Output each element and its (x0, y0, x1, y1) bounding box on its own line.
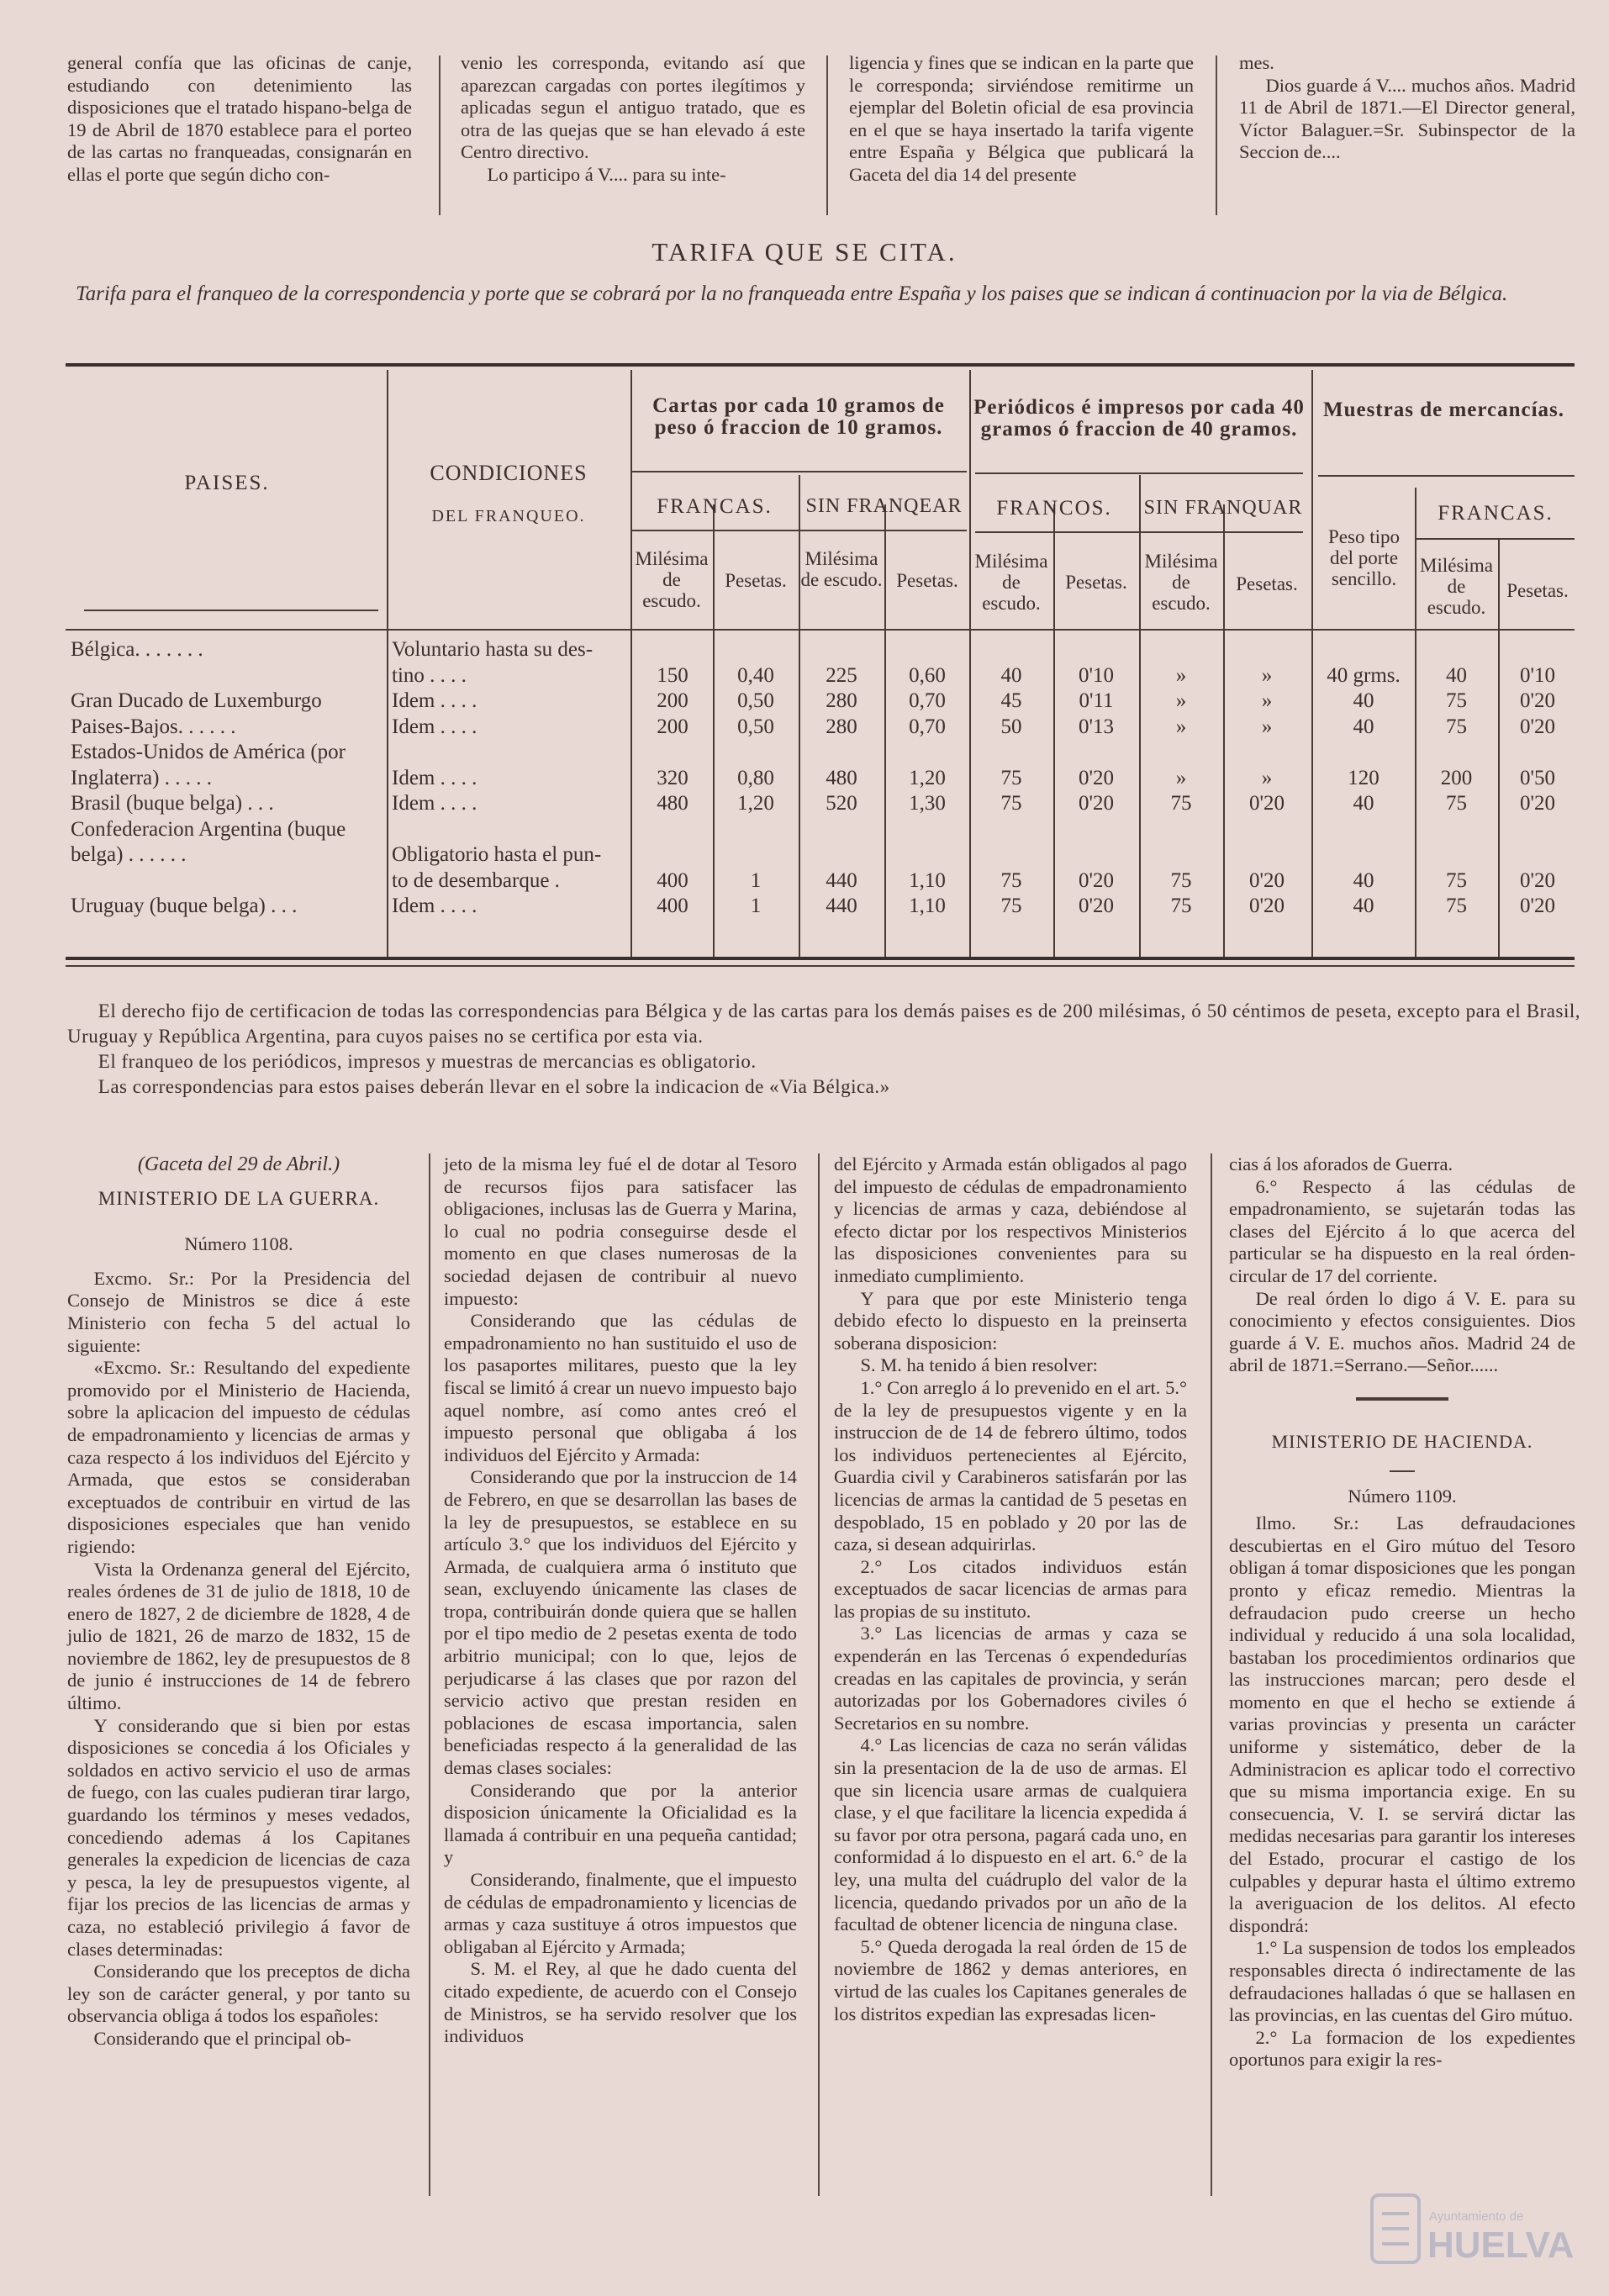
tariff-cell: 75 (1446, 868, 1467, 892)
country-name: Confederacion Argentina (buque (71, 817, 346, 841)
tariff-cell: 0'20 (1519, 792, 1555, 815)
tariff-cell: 75 (1170, 792, 1192, 815)
column-divider (429, 1153, 430, 2196)
text-paragraph: Y para que por este Ministerio tenga debido efecto lo dispuesto en la preinserta soberana disposicion: (834, 1287, 1187, 1354)
note-paragraph: El franqueo de los periódicos, impresos y muestras de mercancias es obligatorio. (98, 1051, 757, 1072)
header-cartas: Cartas por cada 10 gramos de peso ó fraccion de 10 gramos. (652, 394, 945, 439)
tariff-cell: 40 grms. (1327, 663, 1401, 687)
text-paragraph: Considerando que el principal ob- (93, 2027, 351, 2049)
tariff-cell: » (1175, 715, 1187, 738)
tariff-cell: 0'50 (1519, 766, 1555, 789)
tariff-cell: 0'20 (1519, 895, 1555, 917)
guerra-column-3 (834, 1153, 1187, 2025)
header-milesima: Milésima de escudo. (974, 551, 1048, 614)
header-condiciones: CONDICIONES (430, 461, 588, 485)
guerra-paragraphs-4 (1229, 1153, 1575, 1377)
franqueo-condition: Obligatorio hasta el pun- (392, 843, 602, 866)
header-milesima: Milésima de escudo. (1144, 551, 1218, 614)
top-column-2 (461, 52, 805, 187)
text-paragraph: S. M. ha tenido á bien resolver: (860, 1354, 1098, 1376)
header-francas: FRANCAS. (657, 495, 773, 518)
guerra-paragraphs-1 (67, 1268, 410, 2051)
column-divider (1211, 1153, 1212, 2196)
text-paragraph: cias á los aforados de Guerra. (1229, 1153, 1453, 1174)
tariff-cell: » (1261, 663, 1273, 687)
header-francos: FRANCOS. (996, 497, 1112, 520)
header-milesima: Milésima de escudo. (800, 548, 883, 590)
tariff-cell: 200 (657, 689, 688, 712)
country-name: Inglaterra) . . . . . (71, 766, 212, 789)
text-paragraph: Vista la Ordenanza general del Ejército, reales órdenes de 31 de julio de 1818, 10 de enero de 1827, 2 de diciembre de 1828, 4 de julio de 1821, 26 de marzo de 1832, 15 de noviembre de 1862, ley de presupuestos de 8 de junio é instrucciones de 14 de febrero último. (67, 1558, 410, 1714)
tariff-cell: 440 (826, 895, 857, 917)
guerra-paragraphs-2 (444, 1153, 797, 2048)
country-name: Paises-Bajos. . . . . . (71, 715, 236, 738)
tariff-cell: 200 (657, 715, 688, 738)
text-paragraph: del Ejército y Armada están obligados al pago del impuesto de cédulas de empadronamiento y licencias de armas y caza, debiéndose al efecto dictar por los respectivos Ministerios las disposiciones convenientes para su inmediato cumplimiento. (834, 1153, 1187, 1286)
header-periodicos: Periódicos é impresos por cada 40 gramos ó fraccion de 40 gramos. (973, 396, 1305, 441)
tariff-cell: 200 (1440, 766, 1473, 789)
franqueo-condition: to de desembarque . (392, 868, 560, 892)
franqueo-condition: Voluntario hasta su des- (392, 638, 593, 661)
tariff-cell: 50 (1000, 715, 1022, 738)
tariff-cell: 1,30 (909, 792, 946, 815)
text-paragraph: venio les corresponda, evitando así que aparezcan cargadas con portes ilegítimos y aplicadas segun el antiguo tratado, que es otra de las quejas que se han elevado á este Centro directivo. (461, 52, 805, 163)
table-bottom-rule-2 (66, 965, 1575, 967)
tariff-cell: 40 (1446, 663, 1467, 687)
country-name: belga) . . . . . . (71, 843, 187, 866)
tariff-cell: 40 (1353, 895, 1374, 917)
tariff-cell: 40 (1353, 689, 1374, 712)
text-paragraph: Considerando que los preceptos de dicha ley son de carácter general, y por tanto su observancia obliga á todos los españoles: (67, 1961, 410, 2027)
column-divider (818, 1153, 820, 2196)
text-paragraph: Ilmo. Sr.: Las defraudaciones descubiertas en el Giro mútuo del Tesoro obligan á tomar disposiciones que les pongan pronto y eficaz remedio. Mientras la defraudacion pudo creerse un hecho individual y reducido á una sola localidad, bastaban los procedimientos ordinarios que las instrucciones marcan; pero desde el momento en que el hecho se extiende á varias provincias y presenta un carácter uniforme y sistemático, deber de la Administracion es aplicar todo el correctivo que su misma importancia exige. En su consecuencia, V. I. se servirá dictar las medidas necesarias para garantir los intereses del Estado, procurar el castigo de los culpables y depurar hasta el último extremo la averiguacion de los delitos. Al efecto dispondrá: (1229, 1512, 1575, 1936)
tariff-cell: 40 (1353, 715, 1374, 738)
column-divider (1216, 55, 1217, 215)
text-paragraph: jeto de la misma ley fué el de dotar al Tesoro de recursos fijos para satisfacer las obligaciones, inclusas las de Guerra y Marina, lo cual no podria conseguirse desde el momento en que clases numerosas de la sociedad dejasen de contribuir al nuevo impuesto: (444, 1153, 797, 1309)
header-milesima: Milésima de escudo. (635, 548, 709, 611)
paises-under-rule (84, 610, 378, 611)
sub-rule (1415, 538, 1575, 540)
text-paragraph: 1.° Con arreglo á lo prevenido en el art. 5.° de la ley de presupuestos vigente y en la instruccion de de 14 de febrero último, todos los individuos pertenecientes al Ejército, Guardia civil y Carabineros satisfarán por las licencias de armas la cantidad de 5 pesetas en despoblado, 15 en poblado y 20 por las de caza, si desean adquirirlas. (834, 1376, 1187, 1555)
tariff-cell: 520 (826, 792, 857, 815)
tariff-cell: 1,10 (909, 895, 946, 917)
title-dash (1390, 1470, 1415, 1472)
muestras-group-rule (1318, 475, 1575, 477)
tariff-cell: 0'20 (1078, 895, 1114, 917)
tariff-cell: 75 (1170, 895, 1192, 917)
text-paragraph: Dios guarde á V.... muchos años. Madrid 11 de Abril de 1871.—El Director general, Víctor Balaguer.=Sr. Subinspector de la Seccion de.... (1239, 74, 1575, 163)
tariff-cell: 480 (657, 792, 688, 815)
tariff-cell: 75 (1446, 715, 1467, 738)
text-paragraph: 2.° La formacion de los expedientes oportunos para exigir la res- (1229, 2026, 1575, 2071)
tariff-cell: » (1261, 715, 1273, 738)
tariff-cell: » (1175, 689, 1187, 712)
header-pesetas: Pesetas. (725, 570, 787, 591)
tariff-cell: 75 (1000, 895, 1022, 917)
table-top-rule (66, 363, 1575, 367)
tariff-cell: 0'20 (1248, 868, 1285, 892)
country-name: Estados-Unidos de América (por (71, 741, 346, 763)
header-pesetas: Pesetas. (1506, 580, 1569, 601)
text-paragraph: De real órden lo digo á V. E. para su conocimiento y efectos consiguientes. Dios guarde á V. E. muchos años. Madrid 24 de abril de 1871.=Serrano.—Señor...... (1229, 1287, 1575, 1376)
tariff-cell: 40 (1000, 663, 1022, 687)
right-column (1229, 1153, 1575, 2072)
franqueo-condition: Idem . . . . (392, 766, 477, 789)
tariff-cell: 1,10 (909, 868, 946, 892)
period-group-rule (975, 472, 1303, 474)
text-paragraph: 3.° Las licencias de armas y caza se expenderán en las Tercenas ó expendedurías creadas en las capitales de provincia, y serán autorizadas por los Gobernadores civiles ó Secretarios en su nombre. (834, 1623, 1187, 1734)
tariff-cell: » (1261, 766, 1273, 789)
top-column-1 (67, 52, 412, 187)
text-paragraph: Considerando que por la anterior disposicion únicamente la Oficialidad es la llamada á contribuir en una pequeña cantidad; y (444, 1779, 797, 1868)
header-paises: PAISES. (184, 472, 270, 494)
tariff-subtitle: Tarifa para el franqueo de la correspondencia y porte que se cobrará por la no franqueada entre España y los paises que se indican á continuacion por la via de Bélgica. (76, 282, 1508, 305)
top-column-3 (849, 52, 1194, 187)
tariff-cell: 225 (826, 663, 857, 687)
text-paragraph: Considerando que por la instruccion de 14 de Febrero, en que se desarrollan las bases de la ley de presupuestos, se establece en su artículo 3.° que los individuos del Ejército y Armada, de cualquiera arma ó instituto que sean, excluyendo únicamente las clases de tropa, contribuirán donde quiera que se hallen por el tipo medio de 2 pesetas exenta de todo arbitrio municipal; con lo que, lejos de perjudicarse á las clases que por razon del servicio activo que prestan residen en poblaciones de escasa importancia, salen beneficiadas respecto á la generalidad de las demas clases sociales: (444, 1466, 797, 1779)
tariff-cell: 120 (1348, 766, 1380, 789)
country-name: Uruguay (buque belga) . . . (71, 895, 298, 917)
column-divider (826, 55, 828, 215)
tariff-cell: 1 (750, 868, 762, 892)
tariff-cell: 1 (750, 895, 762, 917)
text-paragraph: Considerando que las cédulas de empadronamiento no han sustituido el uso de los pasaportes militares, puesto que la ley fiscal se limitó á crear un nuevo impuesto bajo aquel nombre, así como antes creó el impuesto personal que obligaba á los individuos del Ejército y Armada: (444, 1310, 797, 1465)
tariff-cell: 280 (826, 715, 857, 738)
tariff-cell: 0'20 (1519, 689, 1555, 712)
tariff-cell: 75 (1000, 792, 1022, 815)
top-column-4 (1239, 52, 1575, 164)
text-paragraph: general confía que las oficinas de canje, estudiando con detenimiento las disposiciones que el tratado hispano-belga de 19 de Abril de 1870 establece para el porteo de las cartas no franqueadas, consignarán en ellas el porte que según dicho con- (67, 52, 412, 185)
tariff-cell: 480 (826, 766, 857, 789)
tariff-cell: 0,70 (909, 689, 946, 712)
country-name: Gran Ducado de Luxemburgo (71, 689, 322, 712)
tariff-cell: 0'13 (1078, 715, 1114, 738)
text-paragraph: Y considerando que si bien por estas disposiciones se concedia á los Oficiales y soldados en activo servicio el uso de armas de fuego, con las cuales pudieran tirar largo, guardando los términos y meses vedados, concediendo ademas á los Capitanes generales la expedicion de licencias de caza y pesca, la ley de presupuestos vigente, al fijar los precios de las licencias de armas y caza, no estableció privilegio á favor de clases determinadas: (67, 1714, 410, 1960)
header-pesetas: Pesetas. (1065, 572, 1127, 593)
header-sin-franquar: SIN FRANQUAR (1143, 497, 1303, 519)
hacienda-paragraphs (1229, 1512, 1575, 2072)
header-pesetas: Pesetas. (1236, 573, 1298, 594)
tariff-cell: 0'10 (1519, 663, 1555, 687)
tariff-cell: 0'20 (1519, 868, 1555, 892)
tariff-cell: 400 (657, 895, 688, 917)
header-sin-franquear: SIN FRANQEAR (805, 495, 963, 517)
guerra-column-1 (67, 1153, 410, 2051)
gaceta-date: (Gaceta del 29 de Abril.) (137, 1153, 340, 1175)
note-paragraph: Las correspondencias para estos paises deberán llevar en el sobre la indicacion de «Via Bélgica.» (98, 1076, 890, 1097)
numero-1109: Número 1109. (1348, 1485, 1457, 1507)
tariff-cell: 0'11 (1079, 689, 1114, 712)
header-peso-tipo: Peso tipo del porte sencillo. (1328, 526, 1400, 589)
tariff-cell: » (1175, 766, 1187, 789)
column-divider (439, 55, 440, 215)
ministerio-hacienda-title: MINISTERIO DE HACIENDA. (1271, 1430, 1533, 1452)
tariff-notes (67, 999, 1580, 1100)
ministerio-guerra-title: MINISTERIO DE LA GUERRA. (98, 1187, 380, 1209)
tariff-cell: 0,40 (737, 663, 774, 687)
guerra-paragraphs-3 (834, 1153, 1187, 2025)
tariff-cell: 0'20 (1248, 792, 1285, 815)
text-paragraph: 6.° Respecto á las cédulas de empadronamiento, se sujetarán todas las clases del Ejército á lo que acerca del particular se ha dispuesto en la real órden-circular de 17 del corriente. (1229, 1175, 1575, 1286)
header-del-franqueo: DEL FRANQUEO. (431, 507, 586, 525)
franqueo-condition: Idem . . . . (392, 715, 477, 738)
tariff-cell: 0'20 (1078, 792, 1114, 815)
franqueo-condition: Idem . . . . (392, 792, 477, 815)
franqueo-condition: tino . . . . (392, 663, 467, 687)
tariff-cell: 75 (1000, 766, 1022, 789)
tariff-cell: 0,80 (737, 766, 774, 789)
tariff-cell: 150 (657, 663, 688, 687)
svg-text:HUELVA: HUELVA (1427, 2225, 1575, 2266)
text-paragraph: Considerando, finalmente, que el impuesto de cédulas de empadronamiento y licencias de armas y caza sustituye á otros impuestos que obligaban al Ejército y Armada; (444, 1869, 797, 1957)
guerra-column-2 (444, 1153, 797, 2048)
tariff-cell: 0,60 (909, 663, 946, 687)
tariff-cell: 0'20 (1078, 868, 1114, 892)
header-pesetas: Pesetas. (896, 570, 958, 591)
franqueo-condition: Idem . . . . (392, 895, 477, 917)
numero-1108: Número 1108. (184, 1233, 293, 1255)
tariff-cell: 0,70 (909, 715, 946, 738)
tariff-cell: 75 (1000, 868, 1022, 892)
text-paragraph: Lo participo á V.... para su inte- (487, 163, 726, 185)
tariff-cell: 75 (1446, 792, 1467, 815)
tariff-cell: 440 (826, 868, 857, 892)
table-bottom-rule (66, 957, 1575, 960)
tariff-cell: 45 (1000, 689, 1022, 712)
table-header-rule (66, 629, 1575, 631)
huelva-watermark-logo (1367, 2180, 1575, 2281)
tariff-cell: 75 (1446, 895, 1467, 917)
text-paragraph: S. M. el Rey, al que he dado cuenta del citado expediente, de acuerdo con el Consejo de Ministros, se ha servido resolver que los individuos (444, 1958, 797, 2047)
text-paragraph: «Excmo. Sr.: Resultando del expediente promovido por el Ministerio de Hacienda, sobre la aplicacion del impuesto de cédulas de empadronamiento y licencias de armas y caza respecto á los individuos del Ejército y Armada, que estos se consideraban exceptuados de contribuir en virtud de las disposiciones especiales que han venido rigiendo: (67, 1357, 410, 1557)
tariff-cell: 1,20 (737, 792, 774, 815)
tariff-cell: 0'20 (1519, 715, 1555, 738)
text-paragraph: 1.° La suspension de todos los empleados responsables directa ó indirectamente de las defraudaciones halladas ó que se hallasen en las provincias, en las cuentas del Giro mútuo. (1229, 1937, 1575, 2026)
text-paragraph: mes. (1239, 52, 1274, 73)
text-paragraph: 2.° Los citados individuos están exceptuados de sacar licencias de armas para las propias de su instituto. (834, 1555, 1187, 1622)
header-francas-2: FRANCAS. (1438, 502, 1554, 525)
svg-text:Ayuntamiento de: Ayuntamiento de (1429, 2209, 1524, 2224)
tariff-cell: 280 (826, 689, 857, 712)
tariff-cell: 40 (1353, 868, 1374, 892)
tariff-cell: 75 (1170, 868, 1192, 892)
tariff-cell: 0'20 (1248, 895, 1285, 917)
text-paragraph: 5.° Queda derogada la real órden de 15 de noviembre de 1862 y demas anteriores, en virtud de las cuales los Capitanes generales de los distritos expedian las expresadas licen- (834, 1935, 1187, 2024)
tariff-cell: 40 (1353, 792, 1374, 815)
header-muestras: Muestras de mercancías. (1322, 399, 1565, 421)
tariff-cell: 0'10 (1078, 663, 1114, 687)
tariff-cell: » (1175, 663, 1187, 687)
text-paragraph: ligencia y fines que se indican en la parte que le corresponda; sirviéndose remitirme un ejemplar del Boletin oficial de esa provincia en el que se haya insertado la tarifa vigente entre España y Bélgica que publicará la Gaceta del dia 14 del presente (849, 52, 1194, 185)
tariff-cell: » (1261, 689, 1273, 712)
text-paragraph: 4.° Las licencias de caza no serán válidas sin la presentacion de la de uso de armas. El que sin licencia usare armas de cualquiera clase, y el que facilitare la licencia expedida á su favor por otra persona, pagará cada uno, en conformidad á lo dispuesto en el art. 6.° de la ley, una multa del cuádruplo del valor de la licencia, quedando privados por un año de la facultad de obtener licencia de ninguna clase. (834, 1734, 1187, 1935)
tariff-cell: 0'20 (1078, 766, 1114, 789)
tariff-cell: 320 (657, 766, 688, 789)
section-separator (1356, 1397, 1448, 1401)
tariff-cell: 0,50 (737, 689, 774, 712)
tariff-cell: 75 (1446, 689, 1467, 712)
country-name: Brasil (buque belga) . . . (71, 792, 274, 815)
tariff-title: TARIFA QUE SE CITA. (652, 237, 957, 267)
franqueo-condition: Idem . . . . (392, 689, 477, 712)
tariff-cell: 1,20 (909, 766, 946, 789)
tariff-cell: 0,50 (737, 715, 774, 738)
table-column-line (387, 370, 388, 957)
country-name: Bélgica. . . . . . . (71, 638, 203, 661)
text-paragraph: Excmo. Sr.: Por la Presidencia del Consejo de Ministros se dice á este Ministerio con fecha 5 del actual lo siguiente: (67, 1267, 410, 1356)
tariff-cell: 400 (657, 868, 688, 892)
header-milesima: Milésima de escudo. (1420, 555, 1493, 618)
cartas-group-rule (630, 471, 967, 472)
note-paragraph: El derecho fijo de certificacion de todas las correspondencias para Bélgica y de las cartas para los demás paises es de 200 milésimas, ó 50 céntimos de peseta, excepto para el Brasil, Uruguay y República Argentina, para cuyos paises no se certifica por esta via. (67, 1000, 1580, 1047)
